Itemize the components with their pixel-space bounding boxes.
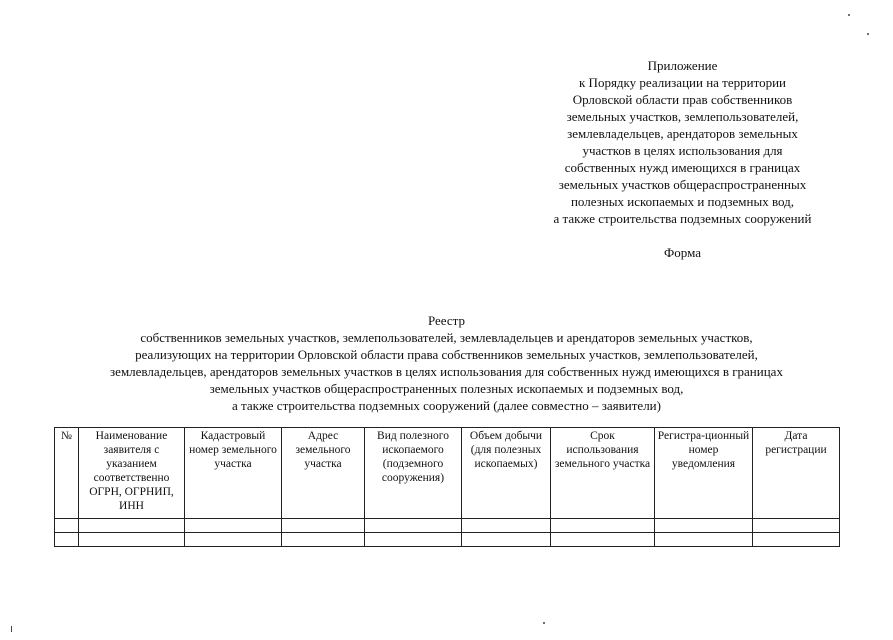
scan-speck [848, 14, 850, 16]
appendix-line: Приложение [647, 58, 718, 73]
appendix-line: собственных нужд имеющихся в границах [564, 160, 801, 175]
appendix-line: землевладельцев, арендаторов земельных [567, 126, 798, 141]
table-cell [753, 519, 840, 533]
registry-table [54, 427, 840, 547]
scan-speck [11, 626, 12, 632]
registry-line: собственников земельных участков, землепользователей, землевладельцев и арендаторов земельных участков, [140, 330, 753, 345]
table-cell [753, 533, 840, 547]
header-applicant-name: Наименование заявителя с указанием соответственно ОГРН, ОГРНИП, ИНН [79, 428, 185, 519]
table-cell [55, 533, 79, 547]
table-row [55, 533, 840, 547]
appendix-line: Орловской области прав собственников [572, 92, 793, 107]
header-registration-date: Дата регистрации [753, 428, 840, 519]
table-cell [185, 519, 282, 533]
appendix-line: земельных участков, землепользователей, [566, 109, 799, 124]
registry-line: земельных участков общераспространенных полезных ископаемых и подземных вод, [209, 381, 684, 396]
registry-heading [40, 312, 853, 414]
registry-line: а также строительства подземных сооружений (далее совместно – заявители) [232, 398, 661, 413]
appendix-line: земельных участков общераспространенных [558, 177, 807, 192]
registry-title: Реестр [427, 313, 466, 328]
header-number: № [55, 428, 79, 519]
appendix-line: к Порядку реализации на территории [578, 75, 787, 90]
table-row [55, 519, 840, 533]
header-registration-number: Регистра-ционный номер уведомления [655, 428, 753, 519]
table-cell [185, 533, 282, 547]
table-cell [655, 519, 753, 533]
appendix-line: полезных ископаемых и подземных вод, [570, 194, 795, 209]
form-label: Форма [664, 245, 701, 260]
table-cell [55, 519, 79, 533]
header-cadastral-number: Кадастровый номер земельного участка [185, 428, 282, 519]
table-cell [655, 533, 753, 547]
header-mineral-type: Вид полезного ископаемого (подземного сооружения) [365, 428, 462, 519]
table-cell [365, 533, 462, 547]
table-cell [282, 519, 365, 533]
registry-line: реализующих на территории Орловской области права собственников земельных участков, землепользователей, [135, 347, 758, 362]
scan-speck [543, 622, 545, 624]
table-cell [79, 533, 185, 547]
appendix-line: участков в целях использования для [582, 143, 783, 158]
scan-speck [867, 33, 869, 35]
table-cell [462, 519, 551, 533]
table-cell [365, 519, 462, 533]
table-header-row [55, 428, 840, 519]
table-cell [79, 519, 185, 533]
table-cell [551, 519, 655, 533]
table-cell [551, 533, 655, 547]
appendix-line: а также строительства подземных сооружений [553, 211, 812, 226]
table-cell [462, 533, 551, 547]
appendix-block [530, 57, 835, 227]
header-address: Адрес земельного участка [282, 428, 365, 519]
header-usage-term: Срок использования земельного участка [551, 428, 655, 519]
header-extraction-volume: Объем добычи (для полезных ископаемых) [462, 428, 551, 519]
table-cell [282, 533, 365, 547]
registry-line: землевладельцев, арендаторов земельных участков в целях использования для собственных нужд имеющихся в границах [110, 364, 783, 379]
